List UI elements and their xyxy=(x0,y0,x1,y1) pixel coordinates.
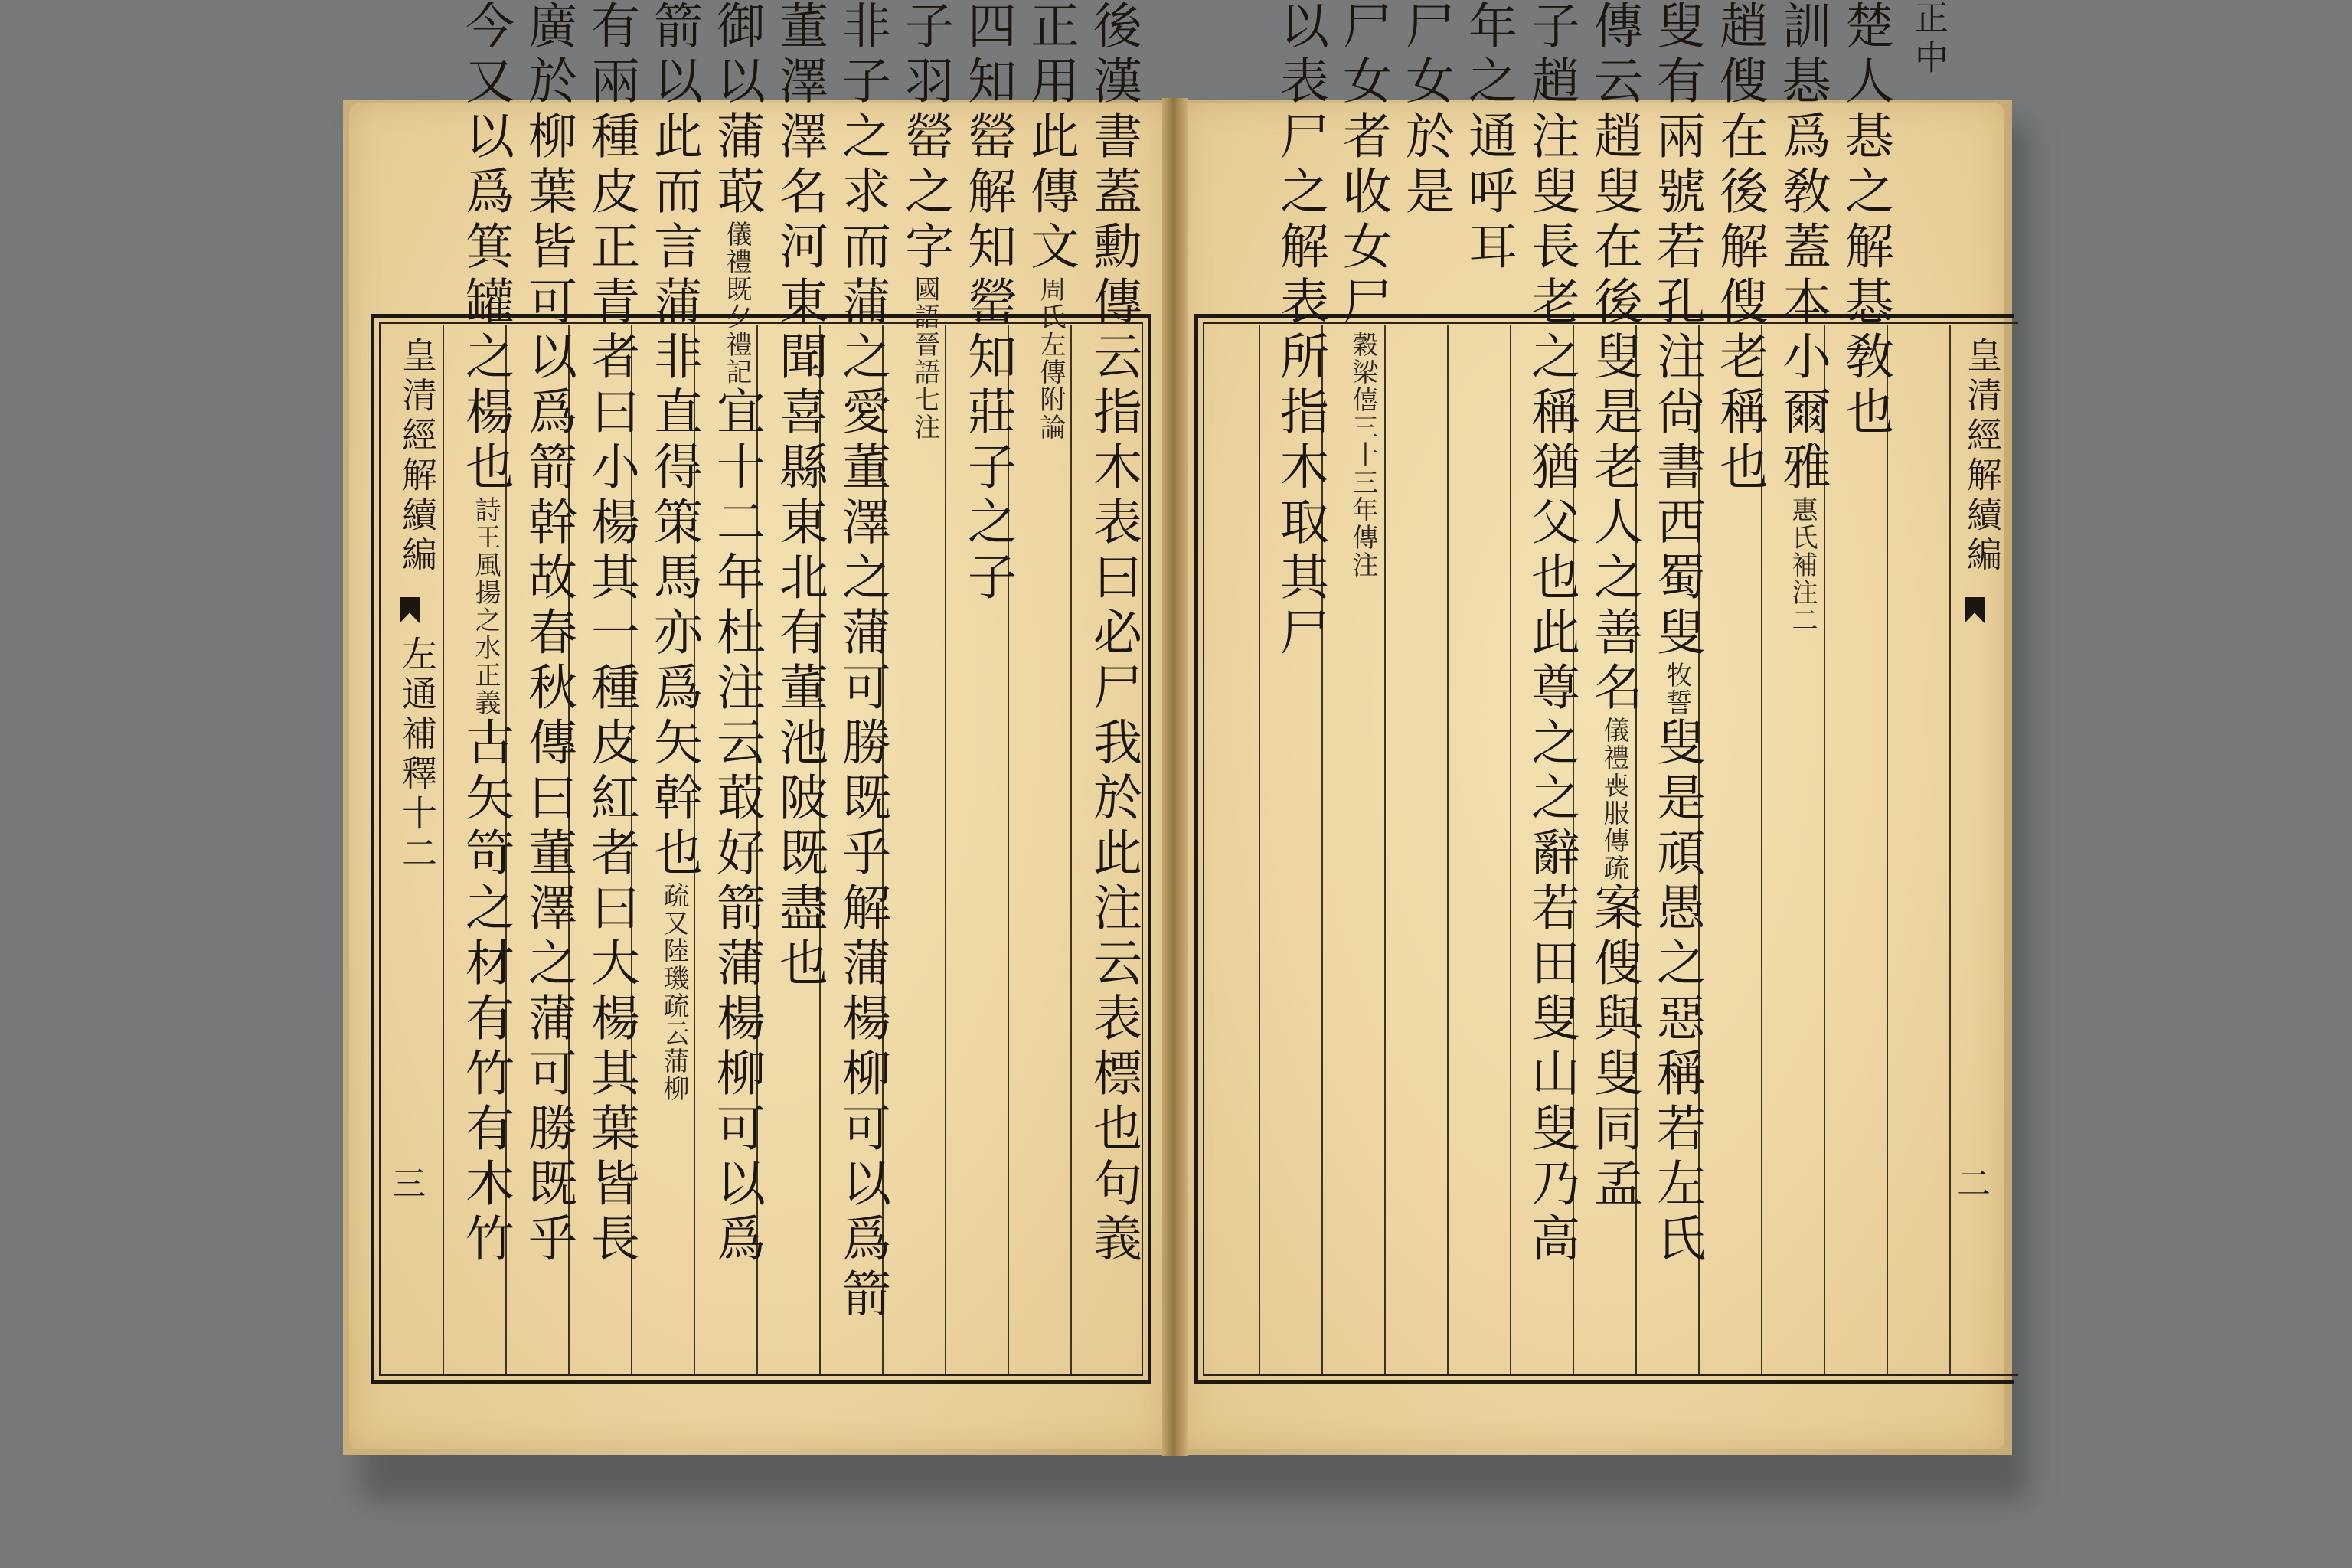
annotation-note: 惠氏補注二 xyxy=(1787,496,1818,634)
main-text: 有兩種皮正青者曰小楊其一種皮紅者曰大楊其葉皆長 xyxy=(583,0,639,1268)
right-page-number: 二 xyxy=(1957,1165,1991,1204)
book-gutter xyxy=(1162,98,1188,1456)
main-text: 廣於柳葉皆可以爲箭幹故春秋傳曰董澤之蒲可勝既乎 xyxy=(520,0,577,1268)
right-text-column xyxy=(1582,0,1646,1568)
main-text: 子羽罃之字 xyxy=(897,0,953,276)
left-text-column xyxy=(704,0,769,1568)
main-text: 尸女於是 xyxy=(1397,0,1454,220)
right-text-column xyxy=(1833,0,1897,1568)
right-text-column xyxy=(1707,0,1772,1568)
right-text-column xyxy=(1645,0,1709,1568)
main-text: 後漢書蓋勳傳云指木表曰必尸我於此注云表標也句義 xyxy=(1085,0,1142,1268)
annotation-note: 國語晉語七注 xyxy=(910,276,940,441)
main-text: 案傁與叟同孟 xyxy=(1586,882,1642,1213)
right-text-column xyxy=(1896,0,1960,1568)
main-text: 趙傁在後解傁老稱也 xyxy=(1711,0,1768,496)
left-text-column xyxy=(767,0,831,1568)
left-text-column xyxy=(579,0,643,1568)
column-rule xyxy=(1259,325,1260,1374)
main-text: 四知罃解知罃知莊子之子 xyxy=(959,0,1016,606)
right-text-column xyxy=(1393,0,1458,1568)
right-text-column xyxy=(1456,0,1521,1568)
right-text-column xyxy=(1770,0,1834,1568)
annotation-note: 牧誓 xyxy=(1661,662,1692,717)
left-text-column xyxy=(1081,0,1145,1568)
main-text: 叟有兩號若孔注尙書西蜀叟 xyxy=(1648,0,1705,662)
main-text: 傳云趙叟在後叟是老人之善名 xyxy=(1586,0,1642,717)
main-text: 正中 xyxy=(1909,0,1948,80)
main-text: 御以蒲菆 xyxy=(708,0,765,220)
left-text-column xyxy=(516,0,580,1568)
left-text-column xyxy=(453,0,518,1568)
main-text: 年之通呼耳 xyxy=(1460,0,1517,276)
left-text-column xyxy=(830,0,894,1568)
left-text-column xyxy=(893,0,957,1568)
annotation-note: 儀禮喪服傳疏 xyxy=(1599,717,1629,882)
main-text: 非子之求而蒲之愛董澤之蒲可勝既乎解蒲楊柳可以爲箭 xyxy=(834,0,890,1323)
right-margin-title: 皇清經解續編 xyxy=(1962,337,2003,576)
annotation-note: 疏又陸璣疏云蒲柳 xyxy=(658,882,689,1102)
left-margin-title: 皇清經解續編 xyxy=(397,337,438,576)
annotation-note: 穀梁僖三十三年傳注 xyxy=(1348,331,1378,579)
right-text-column xyxy=(1519,0,1583,1568)
left-page-number: 三 xyxy=(392,1165,426,1204)
left-text-column xyxy=(1018,0,1083,1568)
main-text: 古矢笴之材有竹有木竹 xyxy=(457,717,514,1268)
main-text: 叟是頑愚之惡稱若左氏 xyxy=(1648,717,1705,1268)
main-text: 董澤澤名河東聞喜縣東北有董池陂既盡也 xyxy=(771,0,828,992)
annotation-note: 詩王風揚之水正義 xyxy=(470,496,501,717)
left-margin-section: 左通補釋十二 xyxy=(397,635,438,874)
main-text: 尸女者收女尸 xyxy=(1334,0,1391,331)
annotation-note: 儀禮既夕禮記 xyxy=(721,220,752,386)
main-text: 正用此傳文 xyxy=(1022,0,1079,276)
main-text: 箭以此而言蒲非直得策馬亦爲矢幹也 xyxy=(645,0,702,882)
main-text: 宜十二年杜注云菆好箭蒲楊柳可以爲 xyxy=(708,386,765,1268)
main-text: 以表尸之解表所指木取其尸 xyxy=(1272,0,1328,662)
main-text: 訓惎爲敎蓋本小爾雅 xyxy=(1774,0,1831,496)
main-text: 楚人惎之解惎敎也 xyxy=(1837,0,1893,441)
left-text-column xyxy=(642,0,706,1568)
right-text-column xyxy=(1268,0,1332,1568)
right-text-column xyxy=(1331,0,1395,1568)
column-rule xyxy=(443,325,444,1374)
main-text: 子趙注叟長老之稱猶父也此尊之之辭若田叟山叟乃高 xyxy=(1523,0,1579,1268)
left-text-column xyxy=(956,0,1020,1568)
main-text: 今又以爲箕罐之楊也 xyxy=(457,0,514,496)
annotation-note: 周氏左傳附論 xyxy=(1035,276,1066,441)
